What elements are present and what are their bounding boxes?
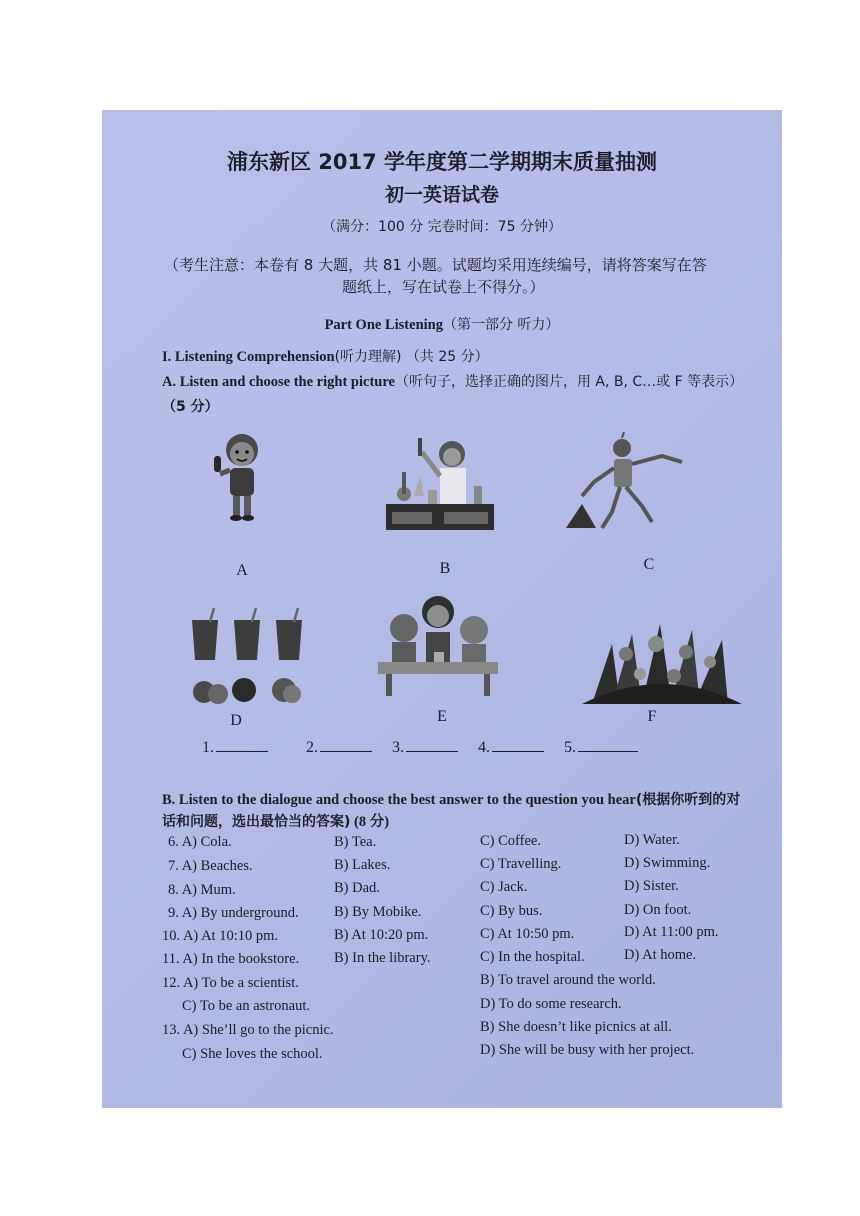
answer-blank-3-number: 3. (392, 739, 404, 756)
answer-blank-1-number: 1. (202, 739, 214, 756)
notice-line-2: 题纸上，写在试卷上不得分。） (342, 278, 545, 296)
flower-bush-icon (582, 604, 742, 708)
question-10-option-c: C) At 10:50 pm. (480, 926, 575, 942)
question-11-option-d: D) At home. (624, 947, 697, 963)
picture-a-label: A (236, 562, 248, 579)
picture-c-label: C (643, 556, 655, 573)
question-13-option-a: 13. A) She’ll go to the picnic. (162, 1022, 334, 1038)
question-9-option-c: C) By bus. (480, 903, 543, 919)
answer-blank-2-number: 2. (306, 739, 318, 756)
scientist-lab-icon (384, 432, 496, 532)
question-6-option-c: C) Coffee. (480, 833, 541, 849)
section-b-instruction-line-2 (162, 810, 389, 831)
section-a-instruction-en: A. Listen and choose the right picture (162, 374, 395, 390)
section-i-heading (162, 346, 489, 366)
robot-sweeping-icon (562, 432, 692, 532)
answer-blank-3[interactable] (392, 738, 458, 757)
answer-blank-5-number: 5. (564, 739, 576, 756)
exam-subtitle: 初一英语试卷 (384, 184, 499, 206)
answer-blank-2[interactable] (306, 738, 372, 757)
boy-eating-ice-cream-icon (210, 430, 270, 525)
question-12-option-b: B) To travel around the world. (480, 972, 656, 988)
question-7-option-d: D) Swimming. (624, 855, 711, 871)
picture-d-label: D (230, 712, 242, 729)
question-9-option-d: D) On foot. (624, 902, 692, 918)
section-a-instruction-cn: （听句子，选择正确的图片，用 A, B, C…或 F 等表示） (394, 374, 744, 390)
answer-blank-4-number: 4. (478, 739, 490, 756)
question-9-option-a: 9. A) By underground. (168, 905, 299, 921)
picture-f-label: F (647, 708, 657, 725)
section-i-heading-en: I. Listening Comprehension (162, 349, 335, 365)
picture-b-label: B (439, 560, 451, 577)
section-a-instruction (162, 371, 743, 391)
question-13-option-b: B) She doesn’t like picnics at all. (480, 1019, 672, 1035)
notice-line-1: （考生注意：本卷有 8 大题，共 81 小题。试题均采用连续编号，请将答案写在答 (164, 256, 707, 274)
section-b-points: (8 分) (350, 814, 390, 830)
section-b-instruction (162, 789, 740, 809)
section-a-points: （5 分） (162, 399, 219, 415)
children-party-icon (374, 590, 502, 698)
exam-paper (102, 110, 782, 1108)
question-12-option-a: 12. A) To be a scientist. (162, 975, 299, 991)
question-12-option-d: D) To do some research. (480, 996, 622, 1012)
part-one-heading-cn: （第一部分 听力） (442, 317, 560, 333)
exam-title: 浦东新区 2017 学年度第二学期期末质量抽测 (226, 150, 658, 174)
question-7-option-c: C) Travelling. (480, 856, 562, 872)
section-i-heading-cn: (听力理解) （共 25 分） (334, 349, 489, 365)
picture-e-label: E (437, 708, 447, 725)
question-8-option-b: B) Dad. (334, 880, 380, 896)
question-11-option-c: C) In the hospital. (480, 949, 585, 965)
question-10-option-b: B) At 10:20 pm. (334, 927, 429, 943)
answer-blank-1[interactable] (202, 738, 268, 757)
question-11-option-a: 11. A) In the bookstore. (162, 951, 300, 967)
question-6-option-d: D) Water. (624, 832, 680, 848)
section-b-instruction-cn: (根据你听到的对 (635, 792, 741, 808)
answer-blank-4[interactable] (478, 738, 544, 757)
question-13-option-d: D) She will be busy with her project. (480, 1042, 695, 1058)
question-8-option-c: C) Jack. (480, 879, 528, 895)
question-8-option-d: D) Sister. (624, 878, 679, 894)
question-6-option-b: B) Tea. (334, 834, 377, 850)
section-b-instruction-en: B. Listen to the dialogue and choose the best answer to the question you hear (162, 792, 636, 808)
question-10-option-a: 10. A) At 10:10 pm. (162, 928, 279, 944)
exam-meta: （满分：100 分 完卷时间：75 分钟） (322, 219, 562, 235)
question-7-option-b: B) Lakes. (334, 857, 391, 873)
question-9-option-b: B) By Mobike. (334, 904, 422, 920)
part-one-heading-en: Part One Listening (324, 317, 443, 333)
question-11-option-b: B) In the library. (334, 950, 431, 966)
question-10-option-d: D) At 11:00 pm. (624, 924, 719, 940)
juice-and-fruit-icon (188, 608, 312, 708)
question-12-option-c: C) To be an astronaut. (182, 998, 310, 1014)
answer-blank-5[interactable] (564, 738, 638, 757)
question-8-option-a: 8. A) Mum. (168, 882, 236, 898)
section-b-instruction-cn-2: 话和问题，选出最恰当的答案) (162, 814, 351, 830)
question-13-option-c: C) She loves the school. (182, 1046, 323, 1062)
part-one-heading (102, 314, 782, 334)
question-6-option-a: 6. A) Cola. (168, 834, 232, 850)
question-7-option-a: 7. A) Beaches. (168, 858, 253, 874)
